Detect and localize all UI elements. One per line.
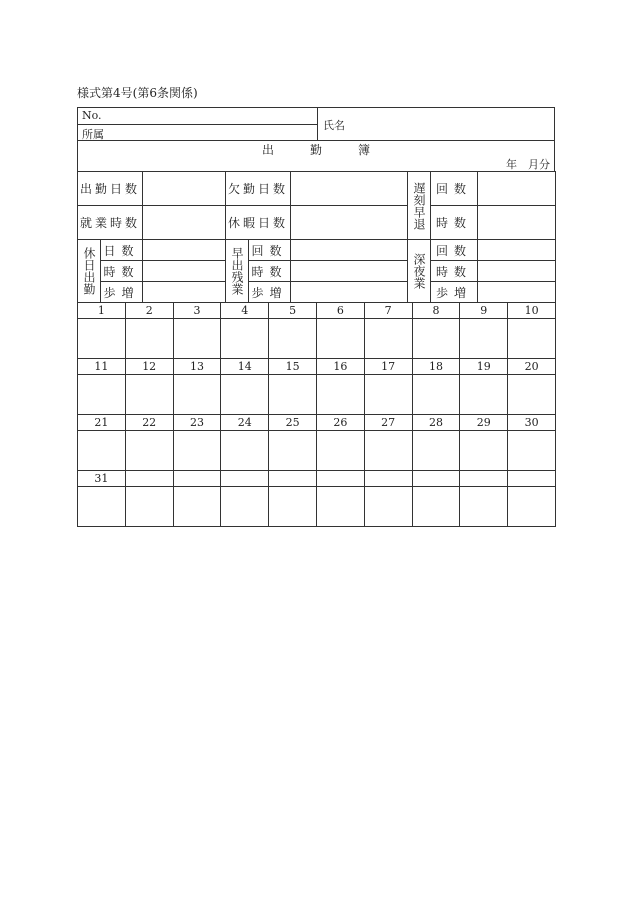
day-number: 13 bbox=[173, 359, 221, 375]
day-number: 22 bbox=[125, 415, 173, 431]
overtime-hours-label: 時数 bbox=[249, 261, 291, 282]
holiday-hours-label: 時数 bbox=[101, 261, 143, 282]
day-number: 25 bbox=[269, 415, 317, 431]
day-cell[interactable] bbox=[508, 487, 556, 527]
affiliation-label: 所属 bbox=[82, 128, 104, 141]
day-number bbox=[508, 471, 556, 487]
day-cell[interactable] bbox=[78, 431, 126, 471]
day-number bbox=[125, 471, 173, 487]
ledger-title: 出勤簿 bbox=[261, 143, 406, 157]
day-number: 17 bbox=[364, 359, 412, 375]
day-cell[interactable] bbox=[173, 431, 221, 471]
attendance-days-value[interactable] bbox=[143, 172, 226, 206]
day-number: 14 bbox=[221, 359, 269, 375]
night-count-label: 回数 bbox=[431, 240, 478, 261]
day-number bbox=[316, 471, 364, 487]
day-number bbox=[221, 471, 269, 487]
day-number bbox=[460, 471, 508, 487]
day-cell[interactable] bbox=[269, 431, 317, 471]
daily-calendar-table bbox=[77, 302, 556, 527]
day-number: 28 bbox=[412, 415, 460, 431]
day-cell[interactable] bbox=[412, 431, 460, 471]
day-number: 21 bbox=[78, 415, 126, 431]
day-cell[interactable] bbox=[125, 375, 173, 415]
day-cell[interactable] bbox=[125, 487, 173, 527]
night-rate-value[interactable] bbox=[478, 282, 556, 303]
leave-days-label: 休暇日数 bbox=[226, 206, 291, 240]
late-count-label: 回数 bbox=[431, 172, 478, 206]
day-cell[interactable] bbox=[221, 319, 269, 359]
day-number: 11 bbox=[78, 359, 126, 375]
day-number bbox=[412, 471, 460, 487]
day-cell[interactable] bbox=[125, 319, 173, 359]
day-number: 18 bbox=[412, 359, 460, 375]
day-cell[interactable] bbox=[78, 487, 126, 527]
holiday-hours-value[interactable] bbox=[143, 261, 226, 282]
night-hours-label: 時数 bbox=[431, 261, 478, 282]
day-number bbox=[364, 471, 412, 487]
name-label: 氏名 bbox=[323, 119, 345, 132]
day-cell[interactable] bbox=[316, 431, 364, 471]
day-number: 5 bbox=[269, 303, 317, 319]
day-cell[interactable] bbox=[460, 375, 508, 415]
day-cell[interactable] bbox=[269, 487, 317, 527]
day-cell[interactable] bbox=[316, 375, 364, 415]
attendance-days-label: 出勤日数 bbox=[78, 172, 143, 206]
day-cell[interactable] bbox=[460, 487, 508, 527]
day-cell[interactable] bbox=[173, 375, 221, 415]
day-cell[interactable] bbox=[364, 431, 412, 471]
overtime-count-value[interactable] bbox=[291, 240, 408, 261]
day-cell[interactable] bbox=[508, 375, 556, 415]
holiday-days-label: 日数 bbox=[101, 240, 143, 261]
header-divider-horizontal bbox=[78, 124, 317, 125]
night-rate-label: 歩増 bbox=[431, 282, 478, 303]
day-number: 23 bbox=[173, 415, 221, 431]
day-number: 8 bbox=[412, 303, 460, 319]
day-number: 20 bbox=[508, 359, 556, 375]
overtime-hours-value[interactable] bbox=[291, 261, 408, 282]
day-cell[interactable] bbox=[316, 487, 364, 527]
early-overtime-label: 早出残業 bbox=[226, 240, 249, 303]
day-number bbox=[269, 471, 317, 487]
overtime-count-label: 回数 bbox=[249, 240, 291, 261]
late-hours-label: 時数 bbox=[431, 206, 478, 240]
header-box bbox=[77, 107, 555, 141]
day-number: 9 bbox=[460, 303, 508, 319]
day-cell[interactable] bbox=[460, 431, 508, 471]
work-hours-value[interactable] bbox=[143, 206, 226, 240]
day-cell[interactable] bbox=[269, 319, 317, 359]
day-number: 6 bbox=[316, 303, 364, 319]
absence-days-label: 欠勤日数 bbox=[226, 172, 291, 206]
day-number: 19 bbox=[460, 359, 508, 375]
day-cell[interactable] bbox=[412, 319, 460, 359]
day-cell[interactable] bbox=[78, 375, 126, 415]
day-cell[interactable] bbox=[125, 431, 173, 471]
day-cell[interactable] bbox=[221, 431, 269, 471]
day-cell[interactable] bbox=[412, 375, 460, 415]
late-hours-value[interactable] bbox=[478, 206, 556, 240]
day-cell[interactable] bbox=[316, 319, 364, 359]
header-divider-vertical bbox=[317, 108, 318, 140]
day-number: 27 bbox=[364, 415, 412, 431]
day-cell[interactable] bbox=[221, 375, 269, 415]
day-number: 15 bbox=[269, 359, 317, 375]
day-cell[interactable] bbox=[173, 319, 221, 359]
day-number bbox=[173, 471, 221, 487]
day-cell[interactable] bbox=[364, 487, 412, 527]
no-label: No. bbox=[82, 109, 102, 122]
day-number: 1 bbox=[78, 303, 126, 319]
night-work-label: 深夜業 bbox=[408, 240, 431, 303]
day-number: 7 bbox=[364, 303, 412, 319]
day-cell[interactable] bbox=[364, 375, 412, 415]
ledger-title-box bbox=[77, 140, 555, 172]
day-cell[interactable] bbox=[173, 487, 221, 527]
day-number: 2 bbox=[125, 303, 173, 319]
day-cell[interactable] bbox=[269, 375, 317, 415]
holiday-days-value[interactable] bbox=[143, 240, 226, 261]
day-cell[interactable] bbox=[364, 319, 412, 359]
day-cell[interactable] bbox=[412, 487, 460, 527]
holiday-work-label: 休日出勤 bbox=[78, 240, 101, 303]
day-number: 29 bbox=[460, 415, 508, 431]
day-number: 24 bbox=[221, 415, 269, 431]
day-cell[interactable] bbox=[221, 487, 269, 527]
overtime-rate-label: 歩増 bbox=[249, 282, 291, 303]
year-month-label: 年 月分 bbox=[506, 158, 550, 171]
day-cell[interactable] bbox=[508, 431, 556, 471]
day-cell[interactable] bbox=[508, 319, 556, 359]
late-count-value[interactable] bbox=[478, 172, 556, 206]
form-number-title: 様式第4号(第6条関係) bbox=[77, 86, 198, 100]
summary-table bbox=[77, 171, 556, 303]
day-number: 30 bbox=[508, 415, 556, 431]
work-hours-label: 就業時数 bbox=[78, 206, 143, 240]
holiday-rate-label: 歩増 bbox=[101, 282, 143, 303]
late-early-label: 遅刻早退 bbox=[408, 172, 431, 240]
day-number: 10 bbox=[508, 303, 556, 319]
day-number: 12 bbox=[125, 359, 173, 375]
day-cell[interactable] bbox=[460, 319, 508, 359]
night-count-value[interactable] bbox=[478, 240, 556, 261]
day-number: 26 bbox=[316, 415, 364, 431]
day-cell[interactable] bbox=[78, 319, 126, 359]
day-number: 3 bbox=[173, 303, 221, 319]
day-number: 4 bbox=[221, 303, 269, 319]
day-number: 16 bbox=[316, 359, 364, 375]
leave-days-value[interactable] bbox=[291, 206, 408, 240]
holiday-rate-value[interactable] bbox=[143, 282, 226, 303]
absence-days-value[interactable] bbox=[291, 172, 408, 206]
day-number: 31 bbox=[78, 471, 126, 487]
overtime-rate-value[interactable] bbox=[291, 282, 408, 303]
night-hours-value[interactable] bbox=[478, 261, 556, 282]
